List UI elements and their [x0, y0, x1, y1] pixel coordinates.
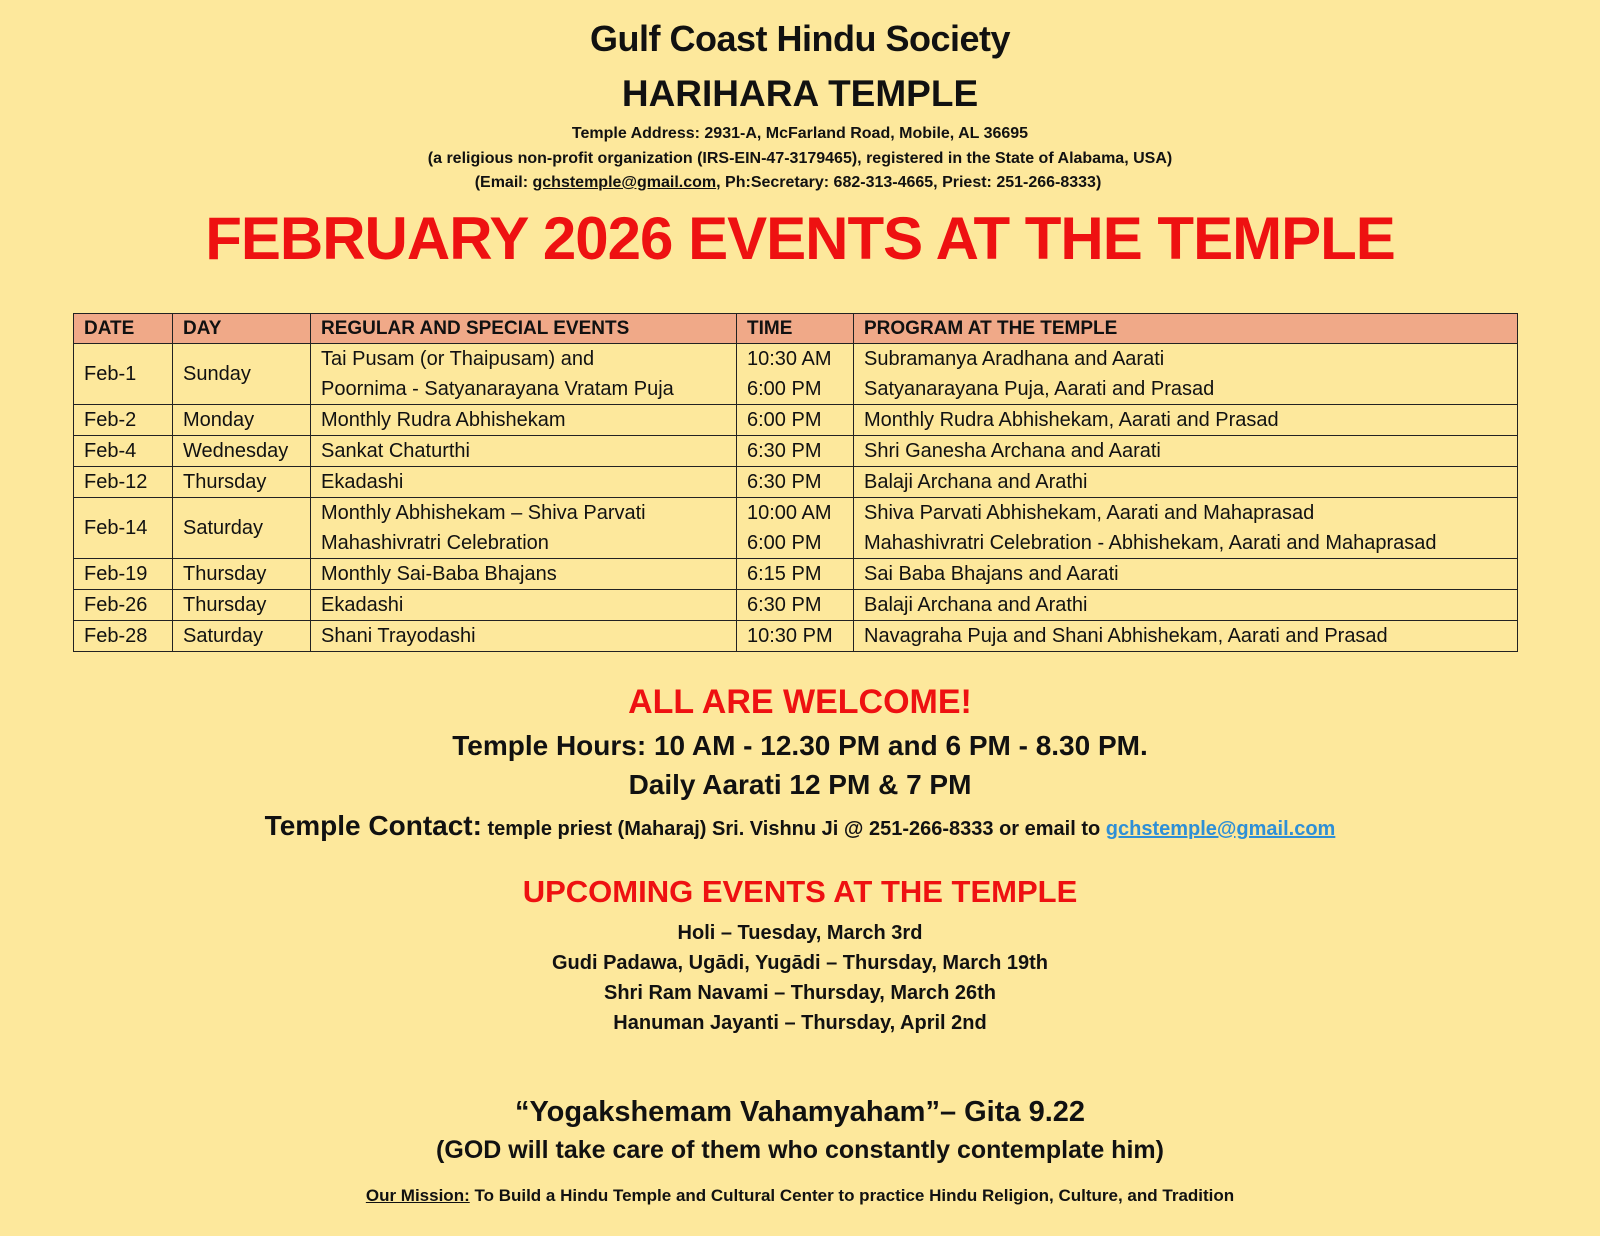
time-line: 6:00 PM [747, 378, 822, 400]
cell-date: Feb-14 [74, 498, 173, 559]
cell-program: Shri Ganesha Archana and Aarati [854, 436, 1518, 467]
upcoming-list [0, 918, 1600, 1038]
cell-day: Thursday [173, 559, 311, 590]
gita-quote: “Yogakshemam Vahamyaham”– Gita 9.22 [514, 1096, 1086, 1128]
cell-day: Saturday [173, 621, 311, 652]
registration-info: (a religious non-profit organization (IRS-EIN-47-3179465), registered in the State of Alabama, USA) [427, 150, 1173, 167]
event-line: Mahashivratri Celebration [321, 532, 549, 554]
table-row [74, 405, 1518, 436]
cell-time: 6:15 PM [737, 559, 854, 590]
cell-program: Navagraha Puja and Shani Abhishekam, Aarati and Prasad [854, 621, 1518, 652]
time-line: 10:30 AM [747, 348, 832, 370]
events-table [73, 313, 1518, 652]
cell-events: Sankat Chaturthi [311, 436, 737, 467]
contact-label: Temple Contact: [264, 810, 482, 841]
table-row [74, 590, 1518, 621]
cell-program: Balaji Archana and Arathi [854, 467, 1518, 498]
cell-date: Feb-19 [74, 559, 173, 590]
cell-date: Feb-4 [74, 436, 173, 467]
cell-program: Balaji Archana and Arathi [854, 590, 1518, 621]
contact-email-link[interactable]: gchstemple@gmail.com [1105, 818, 1336, 840]
cell-day: Sunday [173, 344, 311, 405]
event-line: Tai Pusam (or Thaipusam) and [321, 348, 595, 370]
header-events: REGULAR AND SPECIAL EVENTS [311, 314, 737, 344]
temple-name: HARIHARA TEMPLE [621, 73, 979, 114]
cell-program [854, 498, 1518, 559]
cell-day: Wednesday [173, 436, 311, 467]
mission-label: Our Mission: [365, 1186, 470, 1205]
org-name: Gulf Coast Hindu Society [589, 18, 1011, 59]
time-line: 10:00 AM [747, 502, 832, 524]
table-row [74, 436, 1518, 467]
cell-time: 10:30 PM [737, 621, 854, 652]
contact-text: temple priest (Maharaj) Sri. Vishnu Ji @ 251-266-8333 or email to [481, 818, 1106, 840]
program-line: Shiva Parvati Abhishekam, Aarati and Mahaprasad [864, 502, 1315, 524]
temple-address: Temple Address: 2931-A, McFarland Road, Mobile, AL 36695 [571, 125, 1029, 142]
event-line: Monthly Abhishekam – Shiva Parvati [321, 502, 646, 524]
email-link[interactable]: gchstemple@gmail.com [532, 174, 717, 191]
table-row [74, 498, 1518, 559]
upcoming-item: Shri Ram Navami – Thursday, March 26th [604, 982, 996, 1004]
time-line: 6:00 PM [747, 532, 822, 554]
cell-date: Feb-2 [74, 405, 173, 436]
cell-events [311, 498, 737, 559]
daily-aarati: Daily Aarati 12 PM & 7 PM [628, 769, 972, 800]
temple-contact [0, 810, 1600, 842]
mission-text: To Build a Hindu Temple and Cultural Center to practice Hindu Religion, Culture, and Tradition [469, 1186, 1235, 1205]
upcoming-item: Hanuman Jayanti – Thursday, April 2nd [613, 1012, 987, 1034]
cell-day: Thursday [173, 467, 311, 498]
cell-time [737, 344, 854, 405]
program-line: Subramanya Aradhana and Aarati [864, 348, 1165, 370]
cell-events: Ekadashi [311, 467, 737, 498]
table-row [74, 467, 1518, 498]
welcome-banner: ALL ARE WELCOME! [628, 683, 972, 721]
event-line: Poornima - Satyanarayana Vratam Puja [321, 378, 674, 400]
quote-meaning: (GOD will take care of them who constantly contemplate him) [436, 1136, 1164, 1164]
contact-prefix: (Email: [474, 174, 533, 191]
cell-program: Monthly Rudra Abhishekam, Aarati and Prasad [854, 405, 1518, 436]
cell-time: 6:30 PM [737, 467, 854, 498]
cell-events [311, 344, 737, 405]
header-program: PROGRAM AT THE TEMPLE [854, 314, 1518, 344]
upcoming-title: UPCOMING EVENTS AT THE TEMPLE [522, 874, 1078, 909]
cell-time [737, 498, 854, 559]
program-line: Satyanarayana Puja, Aarati and Prasad [864, 378, 1215, 400]
cell-date: Feb-12 [74, 467, 173, 498]
page-title: FEBRUARY 2026 EVENTS AT THE TEMPLE [205, 205, 1395, 272]
table-row [74, 559, 1518, 590]
header-day: DAY [173, 314, 311, 344]
header-time: TIME [737, 314, 854, 344]
cell-program [854, 344, 1518, 405]
cell-events: Monthly Sai-Baba Bhajans [311, 559, 737, 590]
cell-program: Sai Baba Bhajans and Aarati [854, 559, 1518, 590]
table-row [74, 344, 1518, 405]
temple-hours: Temple Hours: 10 AM - 12.30 PM and 6 PM - 8.30 PM. [452, 730, 1148, 761]
upcoming-item: Holi – Tuesday, March 3rd [677, 922, 923, 944]
cell-events: Ekadashi [311, 590, 737, 621]
contact-info [0, 174, 1588, 192]
cell-date: Feb-26 [74, 590, 173, 621]
program-line: Mahashivratri Celebration - Abhishekam, Aarati and Mahaprasad [864, 532, 1437, 554]
contact-suffix: , Ph:Secretary: 682-313-4665, Priest: 251-266-8333) [716, 174, 1102, 191]
mission-statement [0, 1186, 1600, 1206]
cell-day: Saturday [173, 498, 311, 559]
table-row [74, 621, 1518, 652]
table-header-row [74, 314, 1518, 344]
cell-time: 6:30 PM [737, 436, 854, 467]
cell-events: Shani Trayodashi [311, 621, 737, 652]
cell-time: 6:30 PM [737, 590, 854, 621]
cell-date: Feb-1 [74, 344, 173, 405]
cell-day: Monday [173, 405, 311, 436]
cell-date: Feb-28 [74, 621, 173, 652]
cell-events: Monthly Rudra Abhishekam [311, 405, 737, 436]
cell-day: Thursday [173, 590, 311, 621]
header-date: DATE [74, 314, 173, 344]
cell-time: 6:00 PM [737, 405, 854, 436]
upcoming-item: Gudi Padawa, Ugādi, Yugādi – Thursday, March 19th [551, 952, 1049, 974]
